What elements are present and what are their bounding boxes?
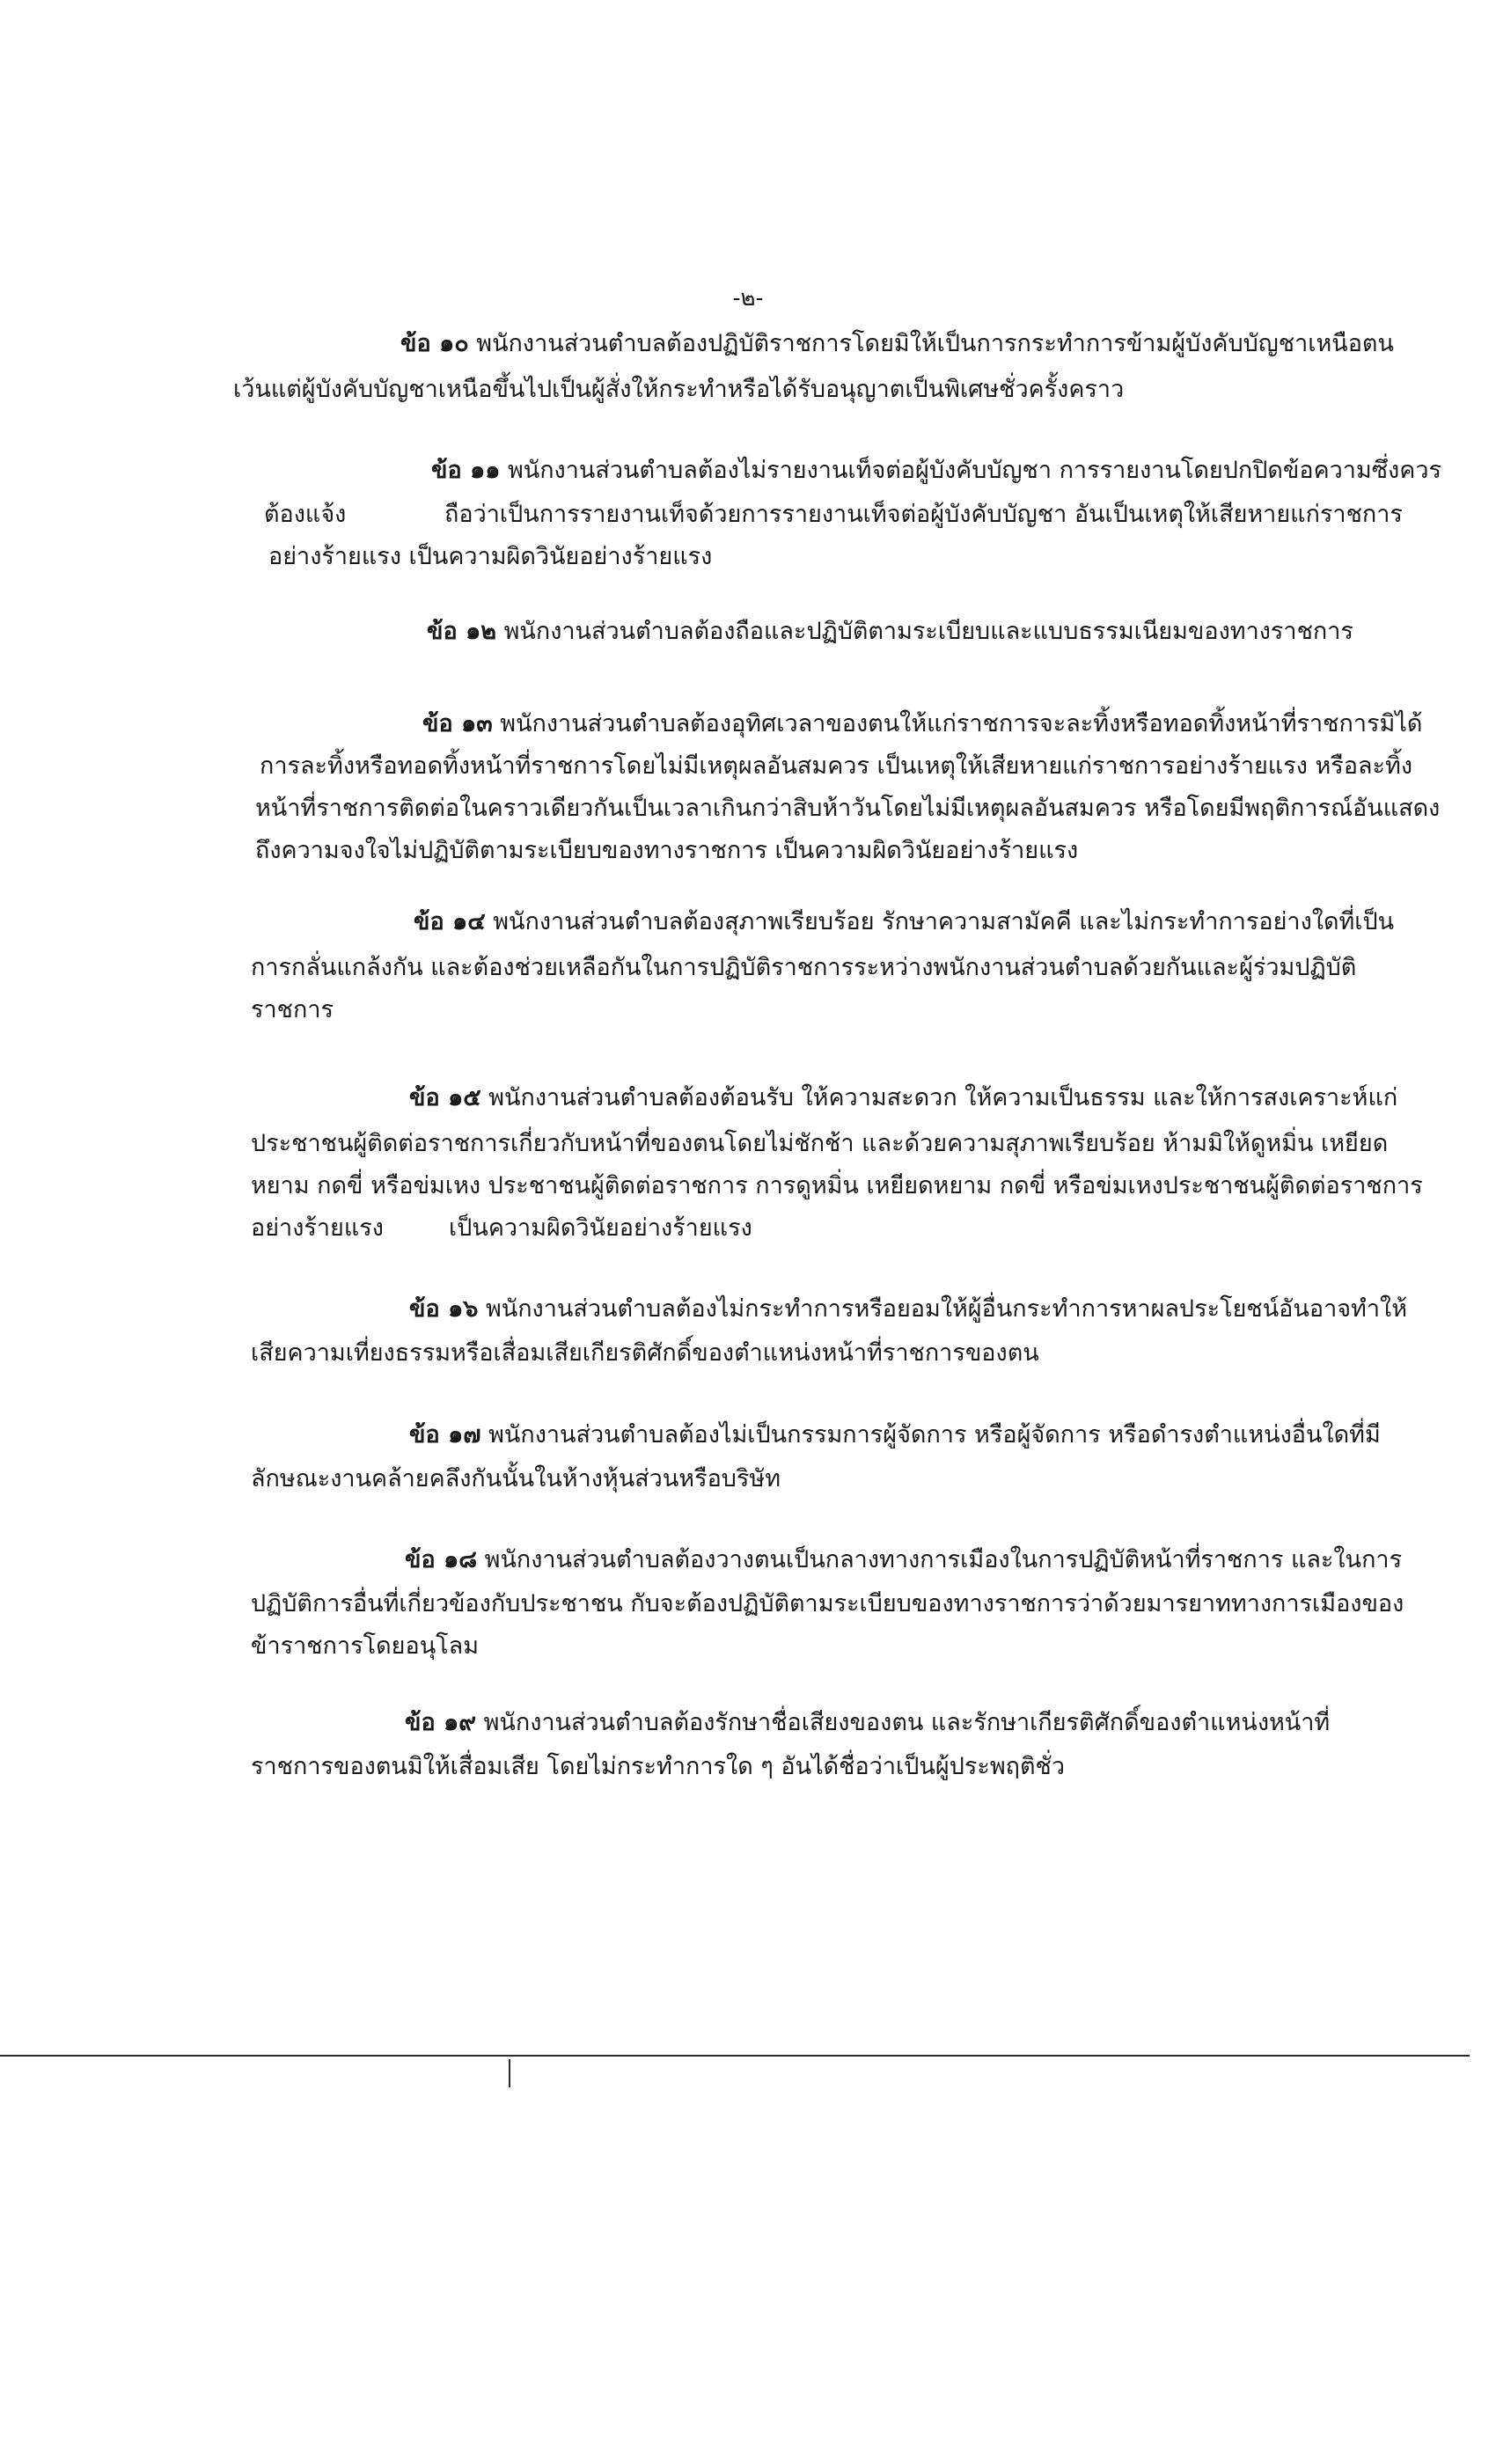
clause-text: หยาม กดขี่ หรือข่มเหง ประชาชนผู้ติดต่อราชการ การดูหมิ่น เหยียดหยาม กดขี่ หรือข่มเหงประชาชนผู้ติดต่อราชการ (251, 1172, 1423, 1199)
clause-text: การละทิ้งหรือทอดทิ้งหน้าที่ราชการโดยไม่มีเหตุผลอันสมควร เป็นเหตุให้เสียหายแก่ราชการอย่างร้ายแรง หรือละทิ้ง (260, 752, 1413, 780)
clause-text: พนักงานส่วนตำบลต้องไม่เป็นกรรมการผู้จัดการ หรือผู้จัดการ หรือดำรงตำแหน่งอื่นใดที่มี (488, 1421, 1381, 1448)
clause-text: เว้นแต่ผู้บังคับบัญชาเหนือขึ้นไปเป็นผู้สั่งให้กระทำหรือได้รับอนุญาตเป็นพิเศษชั่วครั้งคราว (233, 376, 1125, 403)
clause-text: พนักงานส่วนตำบลต้องปฏิบัติราชการโดยมิให้เป็นการกระทำการข้ามผู้บังคับบัญชาเหนือตน (476, 330, 1394, 357)
clause-text: พนักงานส่วนตำบลต้องวางตนเป็นกลางทางการเมืองในการปฏิบัติหน้าที่ราชการ และในการ (484, 1546, 1403, 1573)
page-number: -๒- (732, 285, 764, 312)
clause-text: พนักงานส่วนตำบลต้องอุทิศเวลาของตนให้แก่ราชการจะละทิ้งหรือทอดทิ้งหน้าที่ราชการมิได้ (500, 710, 1423, 737)
clause-text: พนักงานส่วนตำบลต้องสุภาพเรียบร้อย รักษาความสามัคคี และไม่กระทำการอย่างใดที่เป็น (493, 908, 1395, 935)
clause-text: ราชการ (251, 996, 334, 1023)
clause-text: ลักษณะงานคล้ายคลึงกันนั้นในห้างหุ้นส่วนหรือบริษัท (251, 1465, 781, 1492)
clause-text: ราชการของตนมิให้เสื่อมเสีย โดยไม่กระทำการใด ๆ อันได้ชื่อว่าเป็นผู้ประพฤติชั่ว (251, 1753, 1066, 1780)
bottom-tick-mark (509, 2059, 510, 2087)
clause-label: ข้อ ๑๐ (400, 330, 469, 357)
clause-text: ต้องแจ้ง (264, 501, 347, 528)
clause-label: ข้อ ๑๗ (409, 1421, 481, 1448)
clause-text: ข้าราชการโดยอนุโลม (251, 1632, 479, 1660)
clause-label: ข้อ ๑๙ (405, 1709, 476, 1736)
clause-label: ข้อ ๑๖ (409, 1295, 479, 1323)
clause-text: ถึงความจงใจไม่ปฏิบัติตามระเบียบของทางราชการ เป็นความผิดวินัยอย่างร้ายแรง (255, 837, 1079, 864)
clause-label: ข้อ ๑๘ (405, 1546, 478, 1573)
clause-text: ถือว่าเป็นการรายงานเท็จด้วยการรายงานเท็จต่อผู้บังคับบัญชา อันเป็นเหตุให้เสียหายแก่ราชการ (444, 501, 1403, 528)
clause-text: พนักงานส่วนตำบลต้องต้อนรับ ให้ความสะดวก ให้ความเป็นธรรม และให้การสงเคราะห์แก่ (488, 1084, 1398, 1111)
clause-text: อย่างร้ายแรง (251, 1214, 384, 1242)
clause-text: เสียความเที่ยงธรรมหรือเสื่อมเสียเกียรติศักดิ์ของตำแหน่งหน้าที่ราชการของตน (251, 1339, 1039, 1367)
clause-label: ข้อ ๑๕ (409, 1084, 481, 1111)
clause-label: ข้อ ๑๔ (414, 908, 486, 935)
clause-text: การกลั่นแกล้งกัน และต้องช่วยเหลือกันในการปฏิบัติราชการระหว่างพนักงานส่วนตำบลด้วยกันและผู้ร่วมปฏิบัติ (251, 954, 1357, 981)
clause-text: พนักงานส่วนตำบลต้องไม่กระทำการหรือยอมให้ผู้อื่นกระทำการหาผลประโยชน์อันอาจทำให้ (485, 1295, 1407, 1323)
clause-label: ข้อ ๑๑ (431, 457, 501, 484)
clause-label: ข้อ ๑๒ (427, 618, 497, 645)
clause-text: พนักงานส่วนตำบลต้องไม่รายงานเท็จต่อผู้บังคับบัญชา การรายงานโดยปกปิดข้อความซึ่งควร (507, 457, 1441, 484)
bottom-rule (0, 2055, 1470, 2057)
clause-text: ปฏิบัติการอื่นที่เกี่ยวข้องกับประชาชน กับจะต้องปฏิบัติตามระเบียบของทางราชการว่าด้วยมารยาททางการเมืองของ (251, 1590, 1404, 1617)
clause-text: หน้าที่ราชการติดต่อในคราวเดียวกันเป็นเวลาเกินกว่าสิบห้าวันโดยไม่มีเหตุผลอันสมควร หรือโดยมีพฤติการณ์อันแสดง (255, 795, 1441, 822)
clause-text: พนักงานส่วนตำบลต้องถือและปฏิบัติตามระเบียบและแบบธรรมเนียมของทางราชการ (503, 618, 1353, 645)
clause-text: อย่างร้ายแรง เป็นความผิดวินัยอย่างร้ายแรง (268, 543, 713, 570)
clause-label: ข้อ ๑๓ (422, 710, 493, 737)
clause-text: เป็นความผิดวินัยอย่างร้ายแรง (449, 1214, 752, 1242)
clause-text: ประชาชนผู้ติดต่อราชการเกี่ยวกับหน้าที่ของตนโดยไม่ชักช้า และด้วยความสุภาพเรียบร้อย ห้ามมิให้ดูหมิ่น เหยียด (251, 1130, 1389, 1157)
clause-text: พนักงานส่วนตำบลต้องรักษาชื่อเสียงของตน และรักษาเกียรติศักดิ์ของตำแหน่งหน้าที่ (483, 1709, 1331, 1736)
